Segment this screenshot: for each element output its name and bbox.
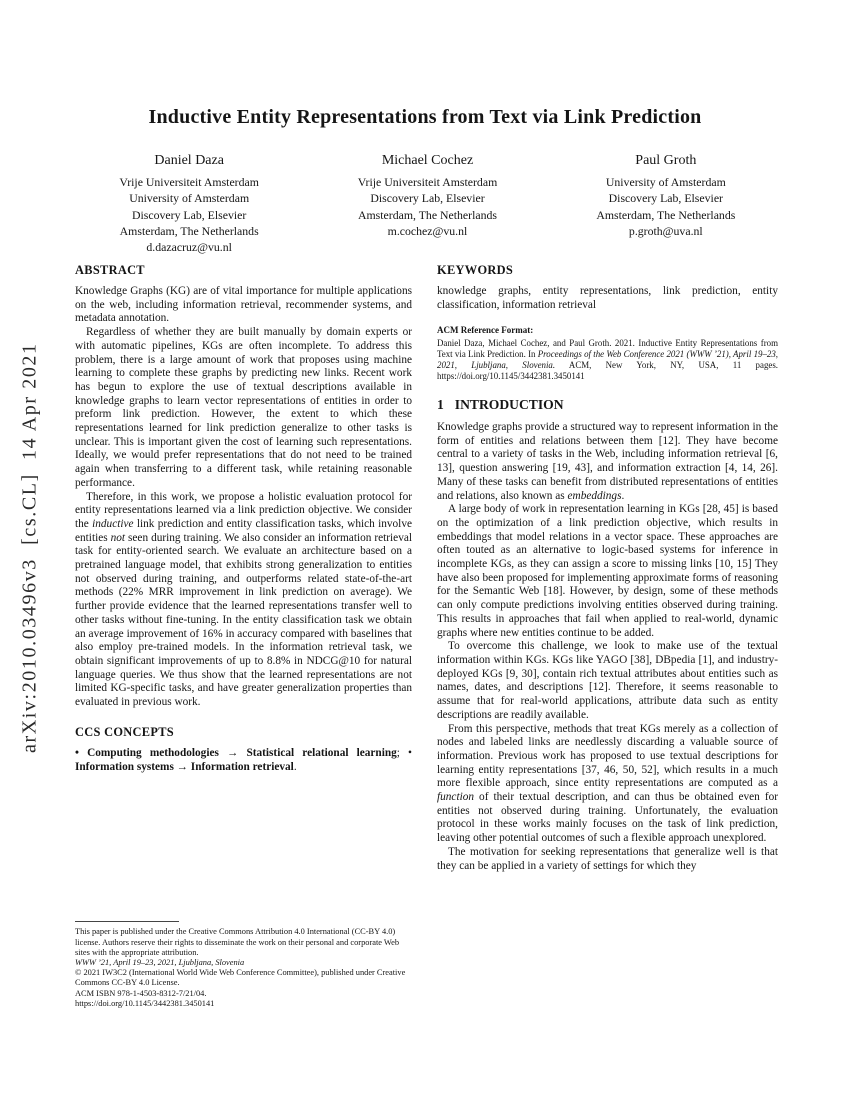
author-block-1 <box>70 153 308 255</box>
author-affiliation: University of Amsterdam <box>129 191 250 206</box>
keywords-text: knowledge graphs, entity representations, link prediction, entity classification, information retrieval <box>437 285 778 311</box>
author-affiliation: Discovery Lab, Elsevier <box>370 191 485 206</box>
author-email-link[interactable]: p.groth@uva.nl <box>628 223 703 238</box>
author-affiliation: Amsterdam, The Netherlands <box>357 207 497 222</box>
author-affiliation: Amsterdam, The Netherlands <box>119 223 259 238</box>
author-block-3 <box>547 153 785 255</box>
introduction-paragraph: To overcome this challenge, we look to make use of the textual information within KGs. KGs like YAGO [38], DBpedia [1], and industry-deployed KGs [9, 30], contain rich textual attributes about entities such as names, dates, and descriptions [12]. Therefore, it seems reasonable to assume that for real-world applications, attribute data such as entity descriptions are readily available. <box>437 640 778 721</box>
venue-text: WWW ’21, April 19–23, 2021, Ljubljana, Slovenia <box>75 957 245 967</box>
author-affiliation: University of Amsterdam <box>605 175 726 189</box>
acm-reference-text: Daniel Daza, Michael Cochez, and Paul Groth. 2021. Inductive Entity Representations from Text via Link Prediction. In Proceedings of the Web Conference 2021 (WWW ’21), April 19–23, 2021, Ljubljana, Slovenia. ACM, New York, NY, USA, 11 pages. https://doi.org/10.1145/3442381.3450141 <box>437 338 778 382</box>
left-column <box>75 263 412 1011</box>
copyright-footnote <box>75 921 412 1009</box>
doi-link[interactable]: https://doi.org/10.1145/3442381.3450141 <box>75 998 215 1008</box>
author-name: Paul Groth <box>635 153 697 168</box>
introduction-paragraph: Knowledge graphs provide a structured way to represent information in the form of entities and relations between them [12]. They have become central to a variety of tasks in the Web, including information retrieval [6, 13], question answering [19, 43], and information extraction [4, 14, 26]. Many of these tasks can benefit from distributed representations of entities and relations, also known as embeddings. <box>437 421 778 502</box>
keywords-heading: KEYWORDS <box>437 263 514 277</box>
author-email-link[interactable]: m.cochez@vu.nl <box>387 223 468 238</box>
copyright-text: © 2021 IW3C2 (International World Wide Web Conference Committee), published under Creative Commons CC-BY 4.0 License. <box>75 968 406 988</box>
author-block-2 <box>308 153 546 255</box>
ccs-concepts-text: • Computing methodologies → Statistical relational learning; • Information systems → Information retrieval. <box>75 746 413 773</box>
paper-title: Inductive Entity Representations from Text via Link Prediction <box>148 106 702 128</box>
author-affiliation: Vrije Universiteit Amsterdam <box>119 175 259 189</box>
abstract-paragraph: Knowledge Graphs (KG) are of vital importance for multiple applications on the web, including information retrieval, recommender systems, and metadata annotation. <box>75 285 412 325</box>
abstract-heading: ABSTRACT <box>75 263 145 277</box>
section-number: 1 <box>437 397 444 413</box>
author-affiliation: Discovery Lab, Elsevier <box>132 207 247 222</box>
arxiv-watermark: arXiv:2010.03496v3 [cs.CL] 14 Apr 2021 <box>18 342 41 754</box>
isbn-text: ACM ISBN 978-1-4503-8312-7/21/04. <box>75 988 207 998</box>
author-affiliation: Amsterdam, The Netherlands <box>596 207 736 222</box>
author-block-row <box>70 153 785 255</box>
author-affiliation: Vrije Universiteit Amsterdam <box>357 175 498 189</box>
author-affiliation: Discovery Lab, Elsevier <box>608 191 723 206</box>
author-email-link[interactable]: d.dazacruz@vu.nl <box>146 240 232 255</box>
ccs-heading: CCS CONCEPTS <box>75 724 174 739</box>
abstract-paragraph: Therefore, in this work, we propose a holistic evaluation protocol for entity representations learned via a link prediction objective. We consider the inductive link prediction and entity classification tasks, which involve entities not seen during training. We also consider an information retrieval task for entity-oriented search. We evaluate an architecture based on a pretrained language model, that exhibits strong generalization to entities not observed during training, and outperforms related state-of-the-art methods (22% MRR improvement in link prediction on average). We further provide evidence that the learned representations transfer well to other tasks without fine-tuning. In the entity classification task we obtain an average improvement of 16% in accuracy compared with baselines that also employ pre-trained models. In the information retrieval task, we obtain significant improvements of up to 8.8% in NDCG@10 for natural language queries. We thus show that the learned representations are not limited KG-specific tasks, and have greater generalization properties than evaluated in previous work. <box>75 490 412 709</box>
author-name: Michael Cochez <box>381 153 474 168</box>
right-column <box>437 263 778 1011</box>
introduction-paragraph: From this perspective, methods that treat KGs merely as a collection of nodes and labeled links are needlessly discarding a valuable source of information. Previous work has proposed to use textual descriptions for learning entity representations [37, 46, 50, 52], which results in a much more flexible approach, since entity representations are computed as a function of their textual description, and can thus be obtained even for entities not observed during training. Unfortunately, the evaluation protocol in these works mainly focuses on the task of link prediction, leaving other potential outcomes of such a flexible approach unexplored. <box>437 722 778 845</box>
author-name: Daniel Daza <box>154 153 224 168</box>
acm-reference-heading: ACM Reference Format: <box>437 325 534 336</box>
abstract-paragraph: Regardless of whether they are built manually by domain experts or with automatic pipelines, KGs are often incomplete. To address this problem, there is a large amount of work that proposes using machine learning to complete these graphs by predicting new links. Recent work has begun to explore the use of textual descriptions available in knowledge graphs to learn vector representations of entities in order to preform link prediction. However, the extent to which these representations learned for link prediction generalize to other tasks is unclear. This is important given the cost of learning such representations. Ideally, we would prefer representations that do not need to be trained again when transferring to a different task, while retaining reasonable performance. <box>75 326 412 489</box>
footnote-rule <box>75 921 179 922</box>
section-title: INTRODUCTION <box>454 397 564 413</box>
introduction-heading <box>437 397 778 413</box>
introduction-paragraph: A large body of work in representation learning in KGs [28, 45] is based on the optimization of a link prediction objective, which results in embeddings that model relations in a vector space. These approaches are often touted as an alternative to logic-based systems for inference in incomplete KGs, as they can assign a score to missing links [10, 15] They have also been proposed for implementing approximate forms of reasoning for the Semantic Web [18]. However, by design, some of these methods can only compute predictions involving entities observed during training. This results in approaches that fail when applied to real-world, dynamic graphs where new entities continue to be added. <box>437 503 778 639</box>
introduction-paragraph: The motivation for seeking representations that generalize well is that they can be applied in a variety of settings for which they <box>437 845 778 872</box>
license-text: This paper is published under the Creative Commons Attribution 4.0 International (CC-BY 4.0) license. Authors reserve their rights to disseminate the work on their personal and corporate Web sites with the appropriate attribution. <box>75 927 400 957</box>
